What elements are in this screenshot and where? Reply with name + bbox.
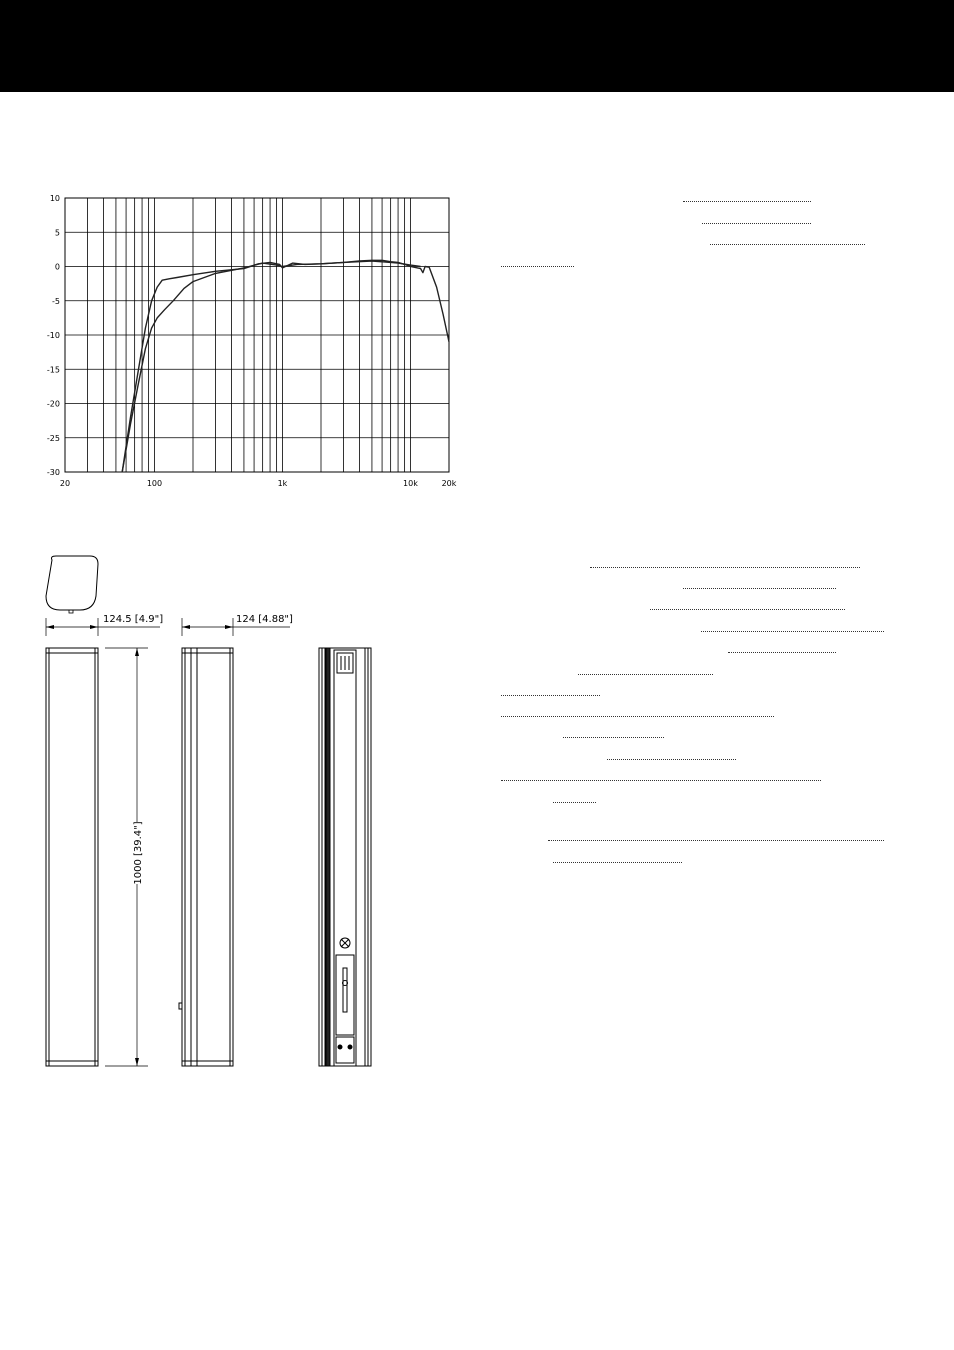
top-view-outline: [46, 556, 98, 610]
x-tick-label: 100: [146, 479, 163, 488]
rear-view: [319, 648, 371, 1066]
y-tick-label: -25: [46, 433, 60, 443]
dot-leader-line: [501, 695, 600, 696]
height-dimension-label: 1000 [39.4"]: [133, 821, 144, 885]
front-width-dimension-label: 124.5 [4.9"]: [103, 614, 164, 625]
dot-leader-line: [553, 802, 596, 803]
y-tick-label: 5: [54, 228, 60, 238]
dot-leader-line: [702, 223, 811, 224]
dot-leader-line: [683, 201, 811, 202]
y-tick-label: -20: [46, 399, 60, 409]
dot-leader-line: [590, 567, 860, 568]
x-tick-label: 1k: [277, 479, 288, 488]
dimension-drawing: [0, 540, 420, 1080]
y-tick-label: -10: [46, 331, 60, 340]
x-tick-label: 10k: [403, 479, 418, 488]
dot-leader-line: [501, 716, 774, 717]
frequency-response-chart: [0, 0, 954, 520]
side-depth-dimension-label: 124 [4.88"]: [236, 614, 293, 625]
dot-leader-line: [728, 652, 836, 653]
side-view: [179, 648, 233, 1066]
y-tick-label: -30: [46, 468, 60, 477]
y-tick-label: -5: [52, 296, 60, 306]
dot-leader-line: [501, 780, 821, 781]
dot-leader-line: [501, 266, 574, 267]
dot-leader-line: [553, 862, 682, 863]
y-tick-label: 0: [54, 262, 60, 272]
dot-leader-line: [683, 588, 836, 589]
dot-leader-line: [607, 759, 736, 760]
y-tick-label: 10: [49, 194, 60, 203]
dot-leader-line: [563, 737, 664, 738]
dot-leader-line: [578, 674, 713, 675]
response-curve: [122, 260, 449, 472]
front-view: [46, 648, 98, 1066]
dot-leader-line: [701, 631, 884, 632]
dot-leader-line: [710, 244, 865, 245]
x-tick-label: 20k: [441, 479, 457, 488]
response-curve: [122, 261, 420, 472]
dot-leader-line: [650, 609, 845, 610]
dot-leader-line: [548, 840, 884, 841]
x-tick-label: 20: [59, 479, 71, 488]
y-tick-label: -15: [46, 365, 60, 375]
